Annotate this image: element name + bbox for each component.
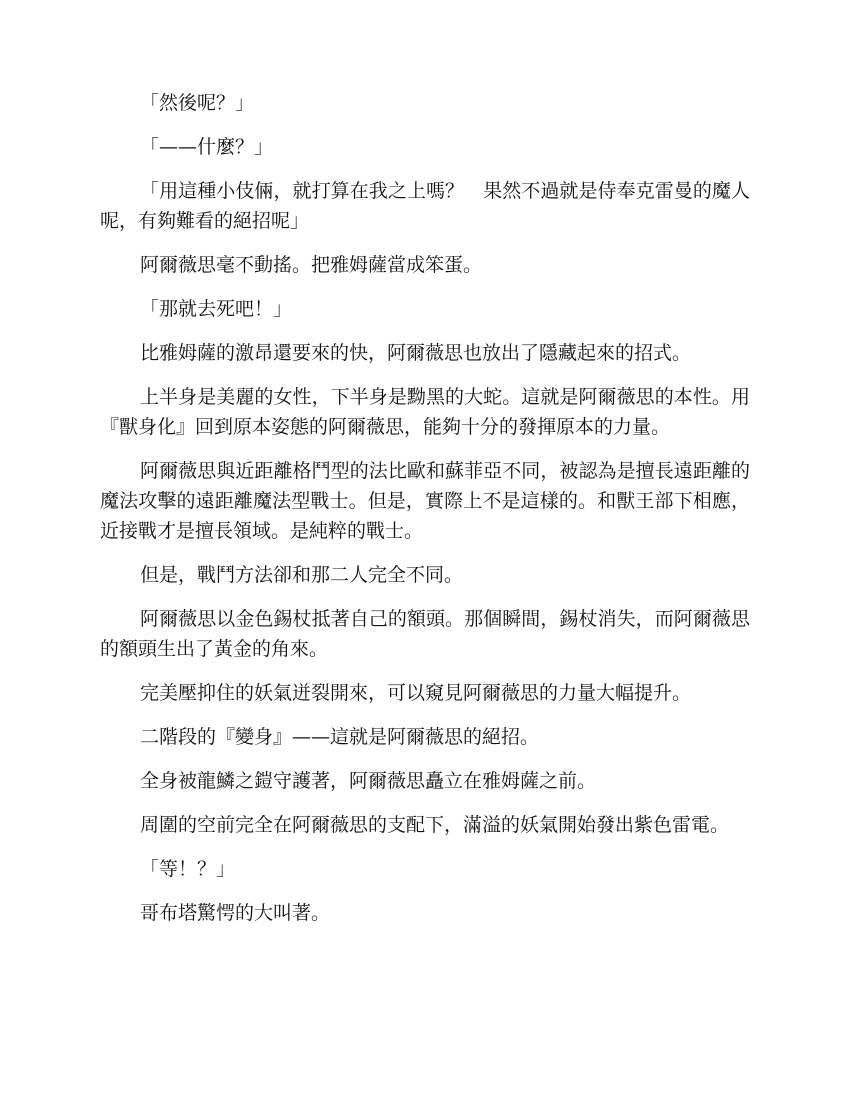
paragraph-14: 周圍的空前完全在阿爾薇思的支配下，滿溢的妖氣開始發出紫色雷電。 <box>140 814 730 836</box>
paragraph-4: 阿爾薇思毫不動搖。把雅姆薩當成笨蛋。 <box>140 254 483 276</box>
paragraph-11: 完美壓抑住的妖氣迸裂開來，可以窺見阿爾薇思的力量大幅提升。 <box>140 682 692 704</box>
paragraph-6: 比雅姆薩的激昂還要來的快，阿爾薇思也放出了隱藏起來的招式。 <box>140 342 692 364</box>
paragraph-15: 「等！？」 <box>140 858 236 880</box>
paragraph-9: 但是，戰鬥方法卻和那二人完全不同。 <box>140 564 464 586</box>
paragraph-16: 哥布塔驚愕的大叫著。 <box>140 902 331 924</box>
paragraph-8: 阿爾薇思與近距離格鬥型的法比歐和蘇菲亞不同，被認為是擅長遠距離的魔法攻擊的遠距離魔法型戰士。但是，實際上不是這樣的。和獸王部下相應，近接戰才是擅長領域。是純粹的戰士。 <box>100 460 750 542</box>
paragraph-10: 阿爾薇思以金色錫杖抵著自己的額頭。那個瞬間，錫杖消失，而阿爾薇思的額頭生出了黃金的角來。 <box>100 608 750 660</box>
paragraph-1: 「然後呢？」 <box>140 92 255 114</box>
paragraph-13: 全身被龍鱗之鎧守護著，阿爾薇思矗立在雅姆薩之前。 <box>140 770 597 792</box>
paragraph-2: 「——什麼？」 <box>140 136 274 158</box>
document-page <box>100 88 750 942</box>
paragraph-3: 「用這種小伎倆，就打算在我之上嗎？ 果然不過就是侍奉克雷曼的魔人呢，有夠難看的絕招呢」 <box>100 180 750 232</box>
paragraph-12: 二階段的『變身』——這就是阿爾薇思的絕招。 <box>140 726 540 748</box>
paragraph-7: 上半身是美麗的女性，下半身是黝黑的大蛇。這就是阿爾薇思的本性。用『獸身化』回到原本姿態的阿爾薇思，能夠十分的發揮原本的力量。 <box>100 386 750 438</box>
paragraph-5: 「那就去死吧！」 <box>140 298 293 320</box>
